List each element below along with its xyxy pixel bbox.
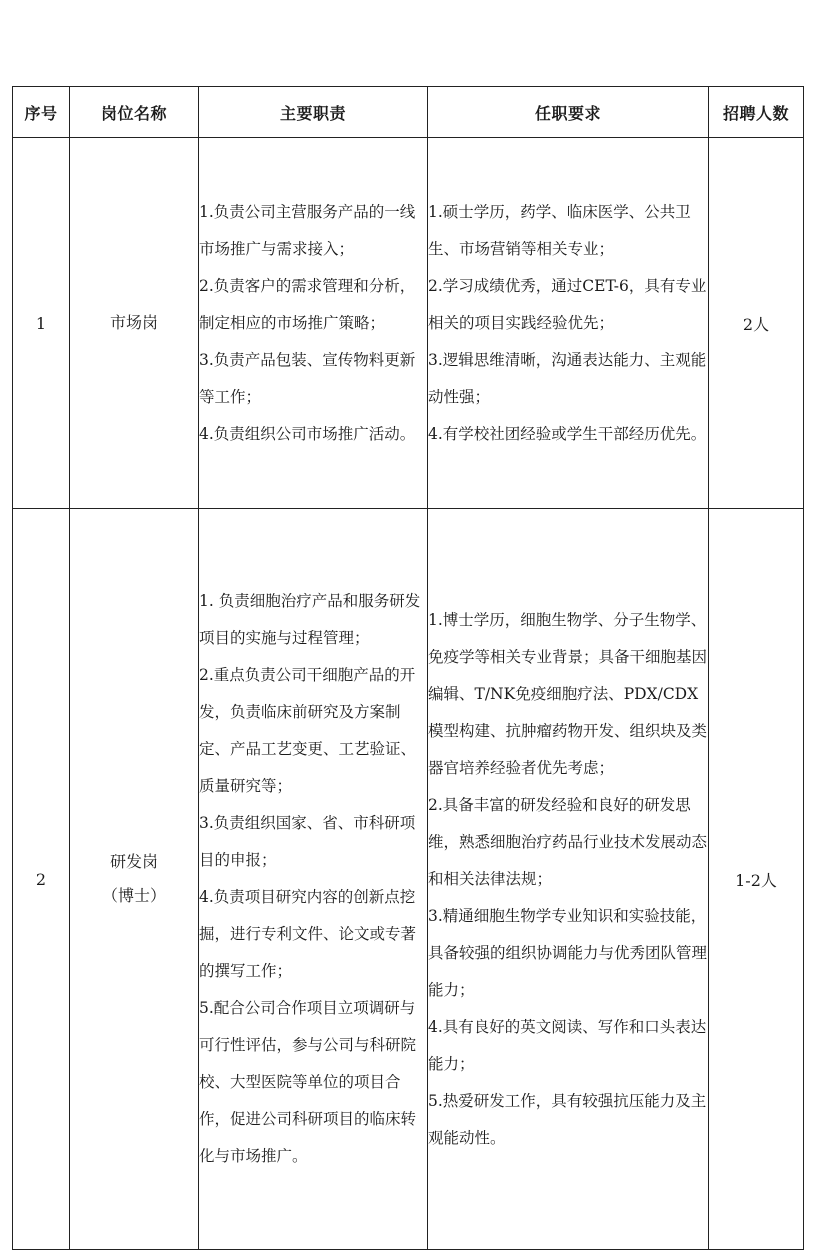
requirement-item: 4.具有良好的英文阅读、写作和口头表达能力；: [428, 1017, 707, 1073]
position-name: 研发岗: [109, 852, 158, 871]
row-headcount: 1-2人: [709, 509, 804, 1250]
duty-item: 4.负责项目研究内容的创新点挖掘，进行专利文件、论文或专著的撰写工作；: [199, 888, 417, 980]
duty-item: 1.负责公司主营服务产品的一线市场推广与需求接入；: [199, 202, 416, 258]
row-seq: 1: [13, 138, 70, 509]
table-header-row: [13, 87, 804, 138]
requirement-item: 1.博士学历，细胞生物学、分子生物学、免疫学等相关专业背景；具备干细胞基因编辑、T/NK免疫细胞疗法、PDX/CDX模型构建、抗肿瘤药物开发、组织块及类器官培养经验者优先考虑；: [428, 610, 708, 777]
row-seq: 2: [13, 509, 70, 1250]
requirement-item: 5.热爱研发工作，具有较强抗压能力及主观能动性。: [428, 1091, 707, 1147]
row-duties: [199, 509, 428, 1250]
row-requirements: [428, 138, 709, 509]
duty-item: 2.重点负责公司干细胞产品的开发，负责临床前研究及方案制定、产品工艺变更、工艺验证、质量研究等；: [199, 666, 417, 795]
row-requirements: [428, 509, 709, 1250]
duty-item: 5.配合公司合作项目立项调研与可行性评估，参与公司与科研院校、大型医院等单位的项目合作，促进公司科研项目的临床转化与市场推广。: [199, 999, 417, 1165]
duty-item: 2.负责客户的需求管理和分析，制定相应的市场推广策略；: [199, 276, 416, 332]
header-duties: 主要职责: [199, 87, 428, 138]
requirement-item: 4.有学校社团经验或学生干部经历优先。: [428, 424, 707, 443]
row-duties: [199, 138, 428, 509]
row-position: [70, 509, 199, 1250]
header-seq: 序号: [13, 87, 70, 138]
header-requirements: 任职要求: [428, 87, 709, 138]
requirement-item: 3.精通细胞生物学专业知识和实验技能，具备较强的组织协调能力与优秀团队管理能力；: [428, 906, 708, 999]
header-headcount: 招聘人数: [709, 87, 804, 138]
requirement-item: 3.逻辑思维清晰，沟通表达能力、主观能动性强；: [428, 350, 707, 406]
row-position: [70, 138, 199, 509]
requirement-item: 2.学习成绩优秀，通过CET-6，具有专业相关的项目实践经验优先；: [428, 276, 707, 332]
duty-item: 1. 负责细胞治疗产品和服务研发项目的实施与过程管理；: [199, 592, 421, 647]
position-name: 市场岗: [109, 313, 158, 332]
requirement-item: 1.硕士学历，药学、临床医学、公共卫生、市场营销等相关专业；: [428, 202, 691, 258]
duty-item: 3.负责产品包装、宣传物料更新等工作；: [199, 350, 416, 406]
requirement-item: 2.具备丰富的研发经验和良好的研发思维，熟悉细胞治疗药品行业技术发展动态和相关法律法规；: [428, 795, 708, 888]
recruitment-table: [12, 86, 804, 1250]
duty-item: 4.负责组织公司市场推广活动。: [199, 424, 416, 443]
position-qualifier: （博士）: [101, 886, 166, 905]
duty-item: 3.负责组织国家、省、市科研项目的申报；: [199, 814, 416, 869]
table-row: [13, 138, 804, 509]
header-position: 岗位名称: [70, 87, 199, 138]
row-headcount: 2人: [709, 138, 804, 509]
table-row: [13, 509, 804, 1250]
